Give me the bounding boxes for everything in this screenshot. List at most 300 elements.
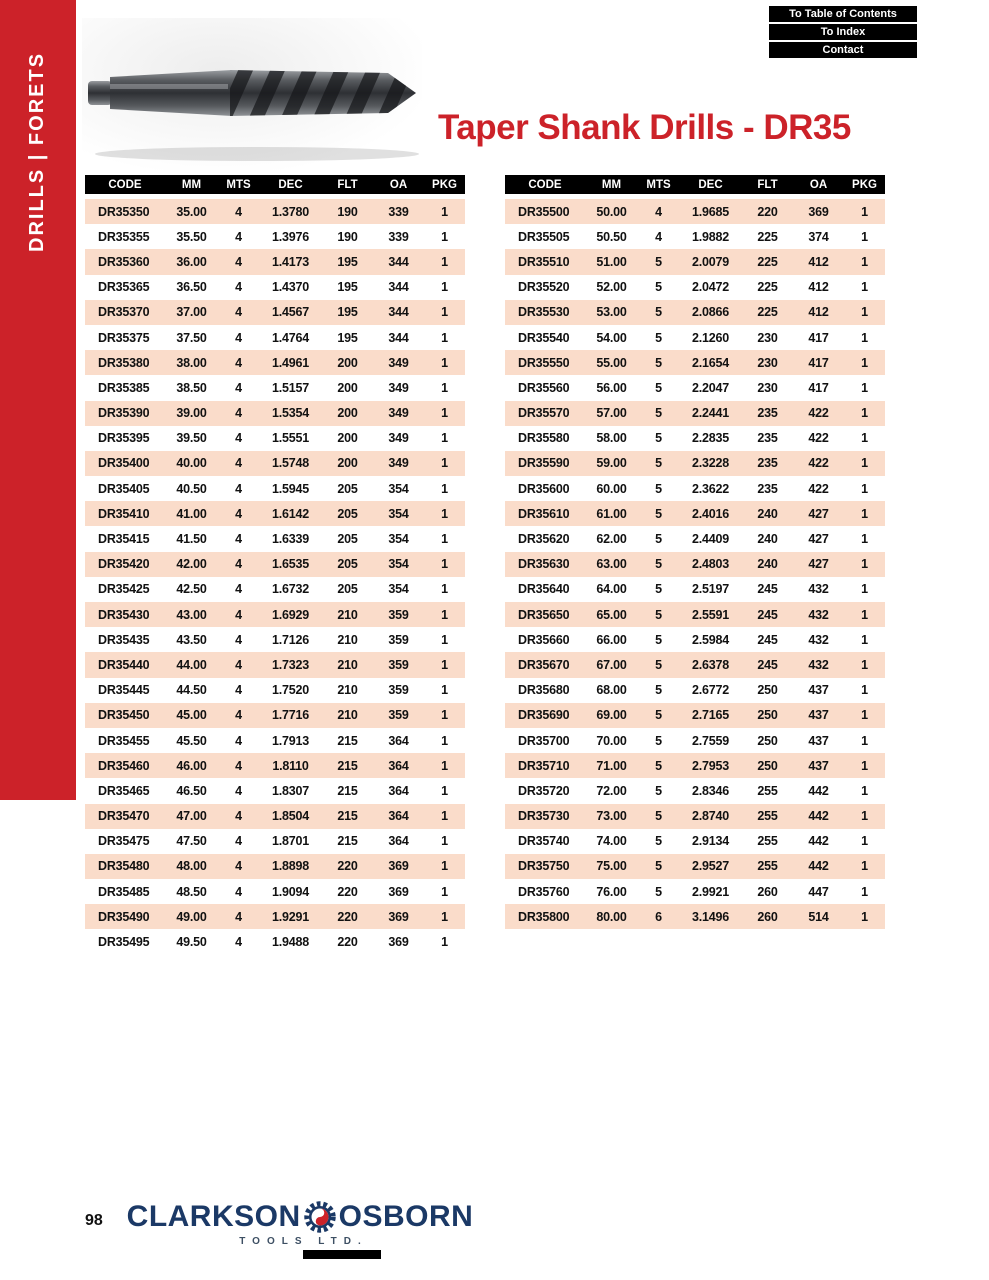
value-cell: 1 <box>441 380 448 395</box>
code-cell: DR35450 <box>85 703 165 728</box>
value-cell: 2.6378 <box>679 652 742 677</box>
code-cell: DR35750 <box>505 854 585 879</box>
value-cell: 37.50 <box>176 330 207 345</box>
value-cell: 2.0472 <box>691 280 730 295</box>
value-cell: 5 <box>638 552 679 577</box>
value-cell: 2.8740 <box>679 804 742 829</box>
value-cell: 1 <box>861 330 868 345</box>
value-cell: 35.00 <box>165 199 218 224</box>
table-header-row <box>505 175 885 199</box>
value-cell: 250 <box>742 753 793 778</box>
table-row <box>505 501 885 526</box>
code-cell: DR35710 <box>505 753 585 778</box>
value-cell: 43.50 <box>176 632 207 647</box>
value-cell: 47.00 <box>165 804 218 829</box>
value-cell: 1 <box>424 451 465 476</box>
table-row <box>85 552 465 577</box>
value-cell: 1 <box>424 652 465 677</box>
value-cell: 2.2441 <box>679 401 742 426</box>
value-cell: 1 <box>844 350 885 375</box>
value-cell: 56.00 <box>596 380 627 395</box>
code-cell: DR35620 <box>518 532 570 547</box>
value-cell: 354 <box>373 552 424 577</box>
value-cell: 4 <box>218 350 259 375</box>
logo-name-clarkson: CLARKSON <box>126 1200 301 1233</box>
value-cell: 4 <box>235 884 242 899</box>
value-cell: 349 <box>373 350 424 375</box>
table-row <box>85 652 465 677</box>
value-cell: 344 <box>388 330 409 345</box>
value-cell: 205 <box>337 532 358 547</box>
code-cell: DR35570 <box>505 401 585 426</box>
code-cell: DR35395 <box>98 431 150 446</box>
value-cell: 66.00 <box>596 632 627 647</box>
value-cell: 195 <box>337 330 358 345</box>
value-cell: 1 <box>861 632 868 647</box>
table-row <box>85 451 465 476</box>
value-cell: 2.1260 <box>691 330 730 345</box>
table-row <box>85 627 465 652</box>
value-cell: 5 <box>655 884 662 899</box>
value-cell: 235 <box>742 401 793 426</box>
table-row <box>85 929 465 954</box>
code-cell: DR35355 <box>98 229 150 244</box>
table-row <box>505 199 885 224</box>
value-cell: 1 <box>441 431 448 446</box>
value-cell: 42.50 <box>176 582 207 597</box>
code-cell: DR35520 <box>518 280 570 295</box>
value-cell: 44.00 <box>165 652 218 677</box>
table-row <box>85 577 465 602</box>
value-cell: 2.2047 <box>691 380 730 395</box>
value-cell: 4 <box>218 652 259 677</box>
table-row <box>505 753 885 778</box>
value-cell: 432 <box>793 602 844 627</box>
value-cell: 195 <box>322 249 373 274</box>
value-cell: 359 <box>373 703 424 728</box>
value-cell: 37.00 <box>165 300 218 325</box>
value-cell: 255 <box>757 834 778 849</box>
value-cell: 5 <box>655 834 662 849</box>
value-cell: 1 <box>861 884 868 899</box>
value-cell: 36.50 <box>176 280 207 295</box>
column-header: MM <box>165 175 218 199</box>
value-cell: 49.50 <box>176 935 207 950</box>
value-cell: 4 <box>218 602 259 627</box>
value-cell: 51.00 <box>585 249 638 274</box>
code-cell: DR35380 <box>85 350 165 375</box>
value-cell: 1 <box>424 501 465 526</box>
code-cell: DR35650 <box>505 602 585 627</box>
drill-table-right <box>505 175 885 929</box>
value-cell: 354 <box>373 501 424 526</box>
value-cell: 38.50 <box>176 380 207 395</box>
value-cell: 5 <box>655 280 662 295</box>
value-cell: 59.00 <box>585 451 638 476</box>
table-row <box>505 375 885 400</box>
table-row <box>505 224 885 249</box>
table-row <box>505 350 885 375</box>
value-cell: 1.4370 <box>271 280 310 295</box>
value-cell: 1 <box>861 380 868 395</box>
table-row <box>505 829 885 854</box>
value-cell: 1 <box>844 602 885 627</box>
value-cell: 1.9488 <box>271 935 310 950</box>
value-cell: 245 <box>742 602 793 627</box>
code-cell: DR35760 <box>518 884 570 899</box>
value-cell: 344 <box>373 300 424 325</box>
value-cell: 255 <box>742 854 793 879</box>
value-cell: 1 <box>424 804 465 829</box>
value-cell: 195 <box>337 280 358 295</box>
table-row <box>505 249 885 274</box>
code-cell: DR35410 <box>85 501 165 526</box>
value-cell: 1 <box>844 199 885 224</box>
value-cell: 40.00 <box>165 451 218 476</box>
column-header: OA <box>793 175 844 199</box>
value-cell: 5 <box>638 401 679 426</box>
value-cell: 5 <box>638 652 679 677</box>
value-cell: 75.00 <box>585 854 638 879</box>
nav-button-index[interactable]: To Index <box>769 24 917 40</box>
value-cell: 1.9291 <box>259 904 322 929</box>
code-cell: DR35800 <box>505 904 585 929</box>
value-cell: 1 <box>844 703 885 728</box>
value-cell: 205 <box>337 481 358 496</box>
value-cell: 1 <box>441 834 448 849</box>
value-cell: 1.8701 <box>271 834 310 849</box>
table-row <box>85 476 465 501</box>
value-cell: 61.00 <box>585 501 638 526</box>
value-cell: 432 <box>793 652 844 677</box>
value-cell: 225 <box>757 229 778 244</box>
value-cell: 235 <box>742 451 793 476</box>
value-cell: 220 <box>337 935 358 950</box>
value-cell: 40.50 <box>176 481 207 496</box>
code-cell: DR35505 <box>518 229 570 244</box>
code-cell: DR35390 <box>85 401 165 426</box>
value-cell: 2.1654 <box>679 350 742 375</box>
value-cell: 339 <box>388 229 409 244</box>
value-cell: 369 <box>373 904 424 929</box>
value-cell: 349 <box>388 380 409 395</box>
table-row <box>505 426 885 451</box>
value-cell: 4 <box>235 632 242 647</box>
value-cell: 1.7913 <box>271 733 310 748</box>
code-cell: DR35435 <box>98 632 150 647</box>
table-row <box>505 678 885 703</box>
value-cell: 4 <box>235 481 242 496</box>
value-cell: 1 <box>441 330 448 345</box>
code-cell: DR35400 <box>85 451 165 476</box>
code-cell: DR35485 <box>98 884 150 899</box>
table-row <box>85 401 465 426</box>
value-cell: 1.8307 <box>271 783 310 798</box>
value-cell: 427 <box>793 552 844 577</box>
nav-buttons <box>769 6 917 60</box>
value-cell: 359 <box>373 602 424 627</box>
value-cell: 6 <box>638 904 679 929</box>
value-cell: 4 <box>218 904 259 929</box>
code-cell: DR35530 <box>505 300 585 325</box>
table-row <box>505 804 885 829</box>
code-cell: DR35510 <box>505 249 585 274</box>
value-cell: 205 <box>322 501 373 526</box>
drill-table-left <box>85 175 465 955</box>
code-cell: DR35730 <box>505 804 585 829</box>
table-row <box>505 526 885 551</box>
value-cell: 1 <box>424 350 465 375</box>
table-row <box>85 300 465 325</box>
value-cell: 339 <box>373 199 424 224</box>
value-cell: 72.00 <box>596 783 627 798</box>
value-cell: 5 <box>655 783 662 798</box>
value-cell: 1.9685 <box>679 199 742 224</box>
code-cell: DR35370 <box>85 300 165 325</box>
value-cell: 354 <box>388 582 409 597</box>
value-cell: 1.8898 <box>259 854 322 879</box>
value-cell: 1.4567 <box>259 300 322 325</box>
value-cell: 5 <box>638 804 679 829</box>
value-cell: 364 <box>388 834 409 849</box>
table-row <box>85 526 465 551</box>
value-cell: 74.00 <box>596 834 627 849</box>
value-cell: 4 <box>638 199 679 224</box>
value-cell: 422 <box>793 451 844 476</box>
value-cell: 47.50 <box>176 834 207 849</box>
code-cell: DR35700 <box>518 733 570 748</box>
value-cell: 190 <box>337 229 358 244</box>
value-cell: 38.00 <box>165 350 218 375</box>
table-row <box>505 325 885 350</box>
value-cell: 57.00 <box>585 401 638 426</box>
gear-logo-icon <box>303 1200 337 1234</box>
value-cell: 432 <box>808 632 829 647</box>
value-cell: 71.00 <box>585 753 638 778</box>
value-cell: 2.8346 <box>691 783 730 798</box>
value-cell: 220 <box>322 854 373 879</box>
table-row <box>505 854 885 879</box>
code-cell: DR35430 <box>85 602 165 627</box>
value-cell: 200 <box>337 380 358 395</box>
value-cell: 53.00 <box>585 300 638 325</box>
table-row <box>85 678 465 703</box>
value-cell: 1.5354 <box>259 401 322 426</box>
value-cell: 240 <box>742 552 793 577</box>
value-cell: 64.00 <box>596 582 627 597</box>
value-cell: 65.00 <box>585 602 638 627</box>
value-cell: 2.9527 <box>679 854 742 879</box>
value-cell: 210 <box>322 652 373 677</box>
value-cell: 36.00 <box>165 249 218 274</box>
value-cell: 417 <box>808 330 829 345</box>
value-cell: 1 <box>424 199 465 224</box>
code-cell: DR35365 <box>98 280 150 295</box>
value-cell: 2.5984 <box>691 632 730 647</box>
value-cell: 1 <box>424 602 465 627</box>
table-row <box>505 300 885 325</box>
value-cell: 235 <box>757 481 778 496</box>
value-cell: 245 <box>757 582 778 597</box>
value-cell: 5 <box>655 632 662 647</box>
value-cell: 349 <box>373 451 424 476</box>
value-cell: 205 <box>337 582 358 597</box>
value-cell: 359 <box>388 683 409 698</box>
value-cell: 1 <box>844 904 885 929</box>
code-cell: DR35375 <box>98 330 150 345</box>
value-cell: 5 <box>638 753 679 778</box>
value-cell: 1 <box>861 481 868 496</box>
table-row <box>85 199 465 224</box>
value-cell: 2.2835 <box>691 431 730 446</box>
code-cell: DR35455 <box>98 733 150 748</box>
column-header: OA <box>373 175 424 199</box>
value-cell: 45.00 <box>165 703 218 728</box>
value-cell: 240 <box>742 501 793 526</box>
value-cell: 2.4409 <box>691 532 730 547</box>
value-cell: 417 <box>808 380 829 395</box>
value-cell: 2.5591 <box>679 602 742 627</box>
value-cell: 432 <box>808 582 829 597</box>
code-cell: DR35460 <box>85 753 165 778</box>
value-cell: 58.00 <box>596 431 627 446</box>
table-row <box>505 602 885 627</box>
value-cell: 73.00 <box>585 804 638 829</box>
value-cell: 2.7165 <box>679 703 742 728</box>
value-cell: 1.4961 <box>259 350 322 375</box>
value-cell: 442 <box>808 783 829 798</box>
value-cell: 4 <box>218 401 259 426</box>
value-cell: 4 <box>218 300 259 325</box>
column-header: MTS <box>638 175 679 199</box>
value-cell: 200 <box>322 451 373 476</box>
value-cell: 1 <box>424 703 465 728</box>
table-row <box>505 275 885 300</box>
value-cell: 2.4803 <box>679 552 742 577</box>
table-row <box>85 224 465 249</box>
value-cell: 225 <box>742 300 793 325</box>
value-cell: 1.6339 <box>271 532 310 547</box>
value-cell: 437 <box>808 683 829 698</box>
code-cell: DR35610 <box>505 501 585 526</box>
value-cell: 1.6535 <box>259 552 322 577</box>
value-cell: 1.5945 <box>271 481 310 496</box>
code-cell: DR35630 <box>505 552 585 577</box>
value-cell: 5 <box>638 350 679 375</box>
value-cell: 2.3622 <box>691 481 730 496</box>
value-cell: 349 <box>373 401 424 426</box>
value-cell: 190 <box>322 199 373 224</box>
value-cell: 2.5197 <box>691 582 730 597</box>
value-cell: 2.4016 <box>679 501 742 526</box>
value-cell: 369 <box>373 854 424 879</box>
value-cell: 442 <box>808 834 829 849</box>
value-cell: 1.8504 <box>259 804 322 829</box>
value-cell: 1 <box>844 501 885 526</box>
nav-button-table-of-contents[interactable]: To Table of Contents <box>769 6 917 22</box>
value-cell: 1.8110 <box>259 753 322 778</box>
value-cell: 1 <box>424 249 465 274</box>
company-logo <box>126 1200 474 1259</box>
table-row <box>85 325 465 350</box>
value-cell: 374 <box>808 229 829 244</box>
logo-subtitle: TOOLS LTD. <box>239 1236 368 1247</box>
code-cell: DR35350 <box>85 199 165 224</box>
value-cell: 437 <box>793 753 844 778</box>
value-cell: 412 <box>793 300 844 325</box>
value-cell: 1 <box>861 683 868 698</box>
value-cell: 1 <box>441 683 448 698</box>
value-cell: 4 <box>235 330 242 345</box>
value-cell: 215 <box>337 733 358 748</box>
value-cell: 1.5157 <box>271 380 310 395</box>
value-cell: 1.6929 <box>259 602 322 627</box>
value-cell: 5 <box>655 380 662 395</box>
value-cell: 4 <box>218 501 259 526</box>
value-cell: 210 <box>322 703 373 728</box>
code-cell: DR35490 <box>85 904 165 929</box>
value-cell: 437 <box>808 733 829 748</box>
value-cell: 369 <box>793 199 844 224</box>
nav-button-contact[interactable]: Contact <box>769 42 917 58</box>
table-row <box>85 275 465 300</box>
value-cell: 4 <box>235 380 242 395</box>
table-row <box>85 829 465 854</box>
value-cell: 1 <box>441 733 448 748</box>
table-row <box>505 904 885 929</box>
value-cell: 4 <box>655 229 662 244</box>
value-cell: 200 <box>322 401 373 426</box>
value-cell: 52.00 <box>596 280 627 295</box>
code-cell: DR35500 <box>505 199 585 224</box>
value-cell: 1.7126 <box>271 632 310 647</box>
value-cell: 260 <box>742 904 793 929</box>
company-logo-wordmark <box>126 1200 474 1234</box>
value-cell: 1 <box>441 783 448 798</box>
value-cell: 5 <box>655 532 662 547</box>
code-cell: DR35540 <box>518 330 570 345</box>
value-cell: 220 <box>337 884 358 899</box>
value-cell: 2.3228 <box>679 451 742 476</box>
value-cell: 50.00 <box>585 199 638 224</box>
value-cell: 5 <box>655 733 662 748</box>
table-row <box>85 804 465 829</box>
value-cell: 1 <box>861 280 868 295</box>
value-cell: 364 <box>388 783 409 798</box>
value-cell: 220 <box>742 199 793 224</box>
table-row <box>85 375 465 400</box>
value-cell: 1 <box>441 280 448 295</box>
taper-shank-drill-illustration <box>82 18 422 170</box>
value-cell: 4 <box>235 532 242 547</box>
value-cell: 427 <box>793 501 844 526</box>
table-row <box>85 879 465 904</box>
column-header: DEC <box>679 175 742 199</box>
value-cell: 364 <box>388 733 409 748</box>
value-cell: 60.00 <box>596 481 627 496</box>
value-cell: 4 <box>235 280 242 295</box>
code-cell: DR35420 <box>85 552 165 577</box>
logo-name-osborn: OSBORN <box>338 1200 474 1233</box>
value-cell: 200 <box>337 431 358 446</box>
value-cell: 1 <box>441 582 448 597</box>
value-cell: 1 <box>861 834 868 849</box>
value-cell: 5 <box>638 703 679 728</box>
column-header: FLT <box>322 175 373 199</box>
table-row <box>505 778 885 803</box>
value-cell: 250 <box>757 733 778 748</box>
value-cell: 46.50 <box>176 783 207 798</box>
